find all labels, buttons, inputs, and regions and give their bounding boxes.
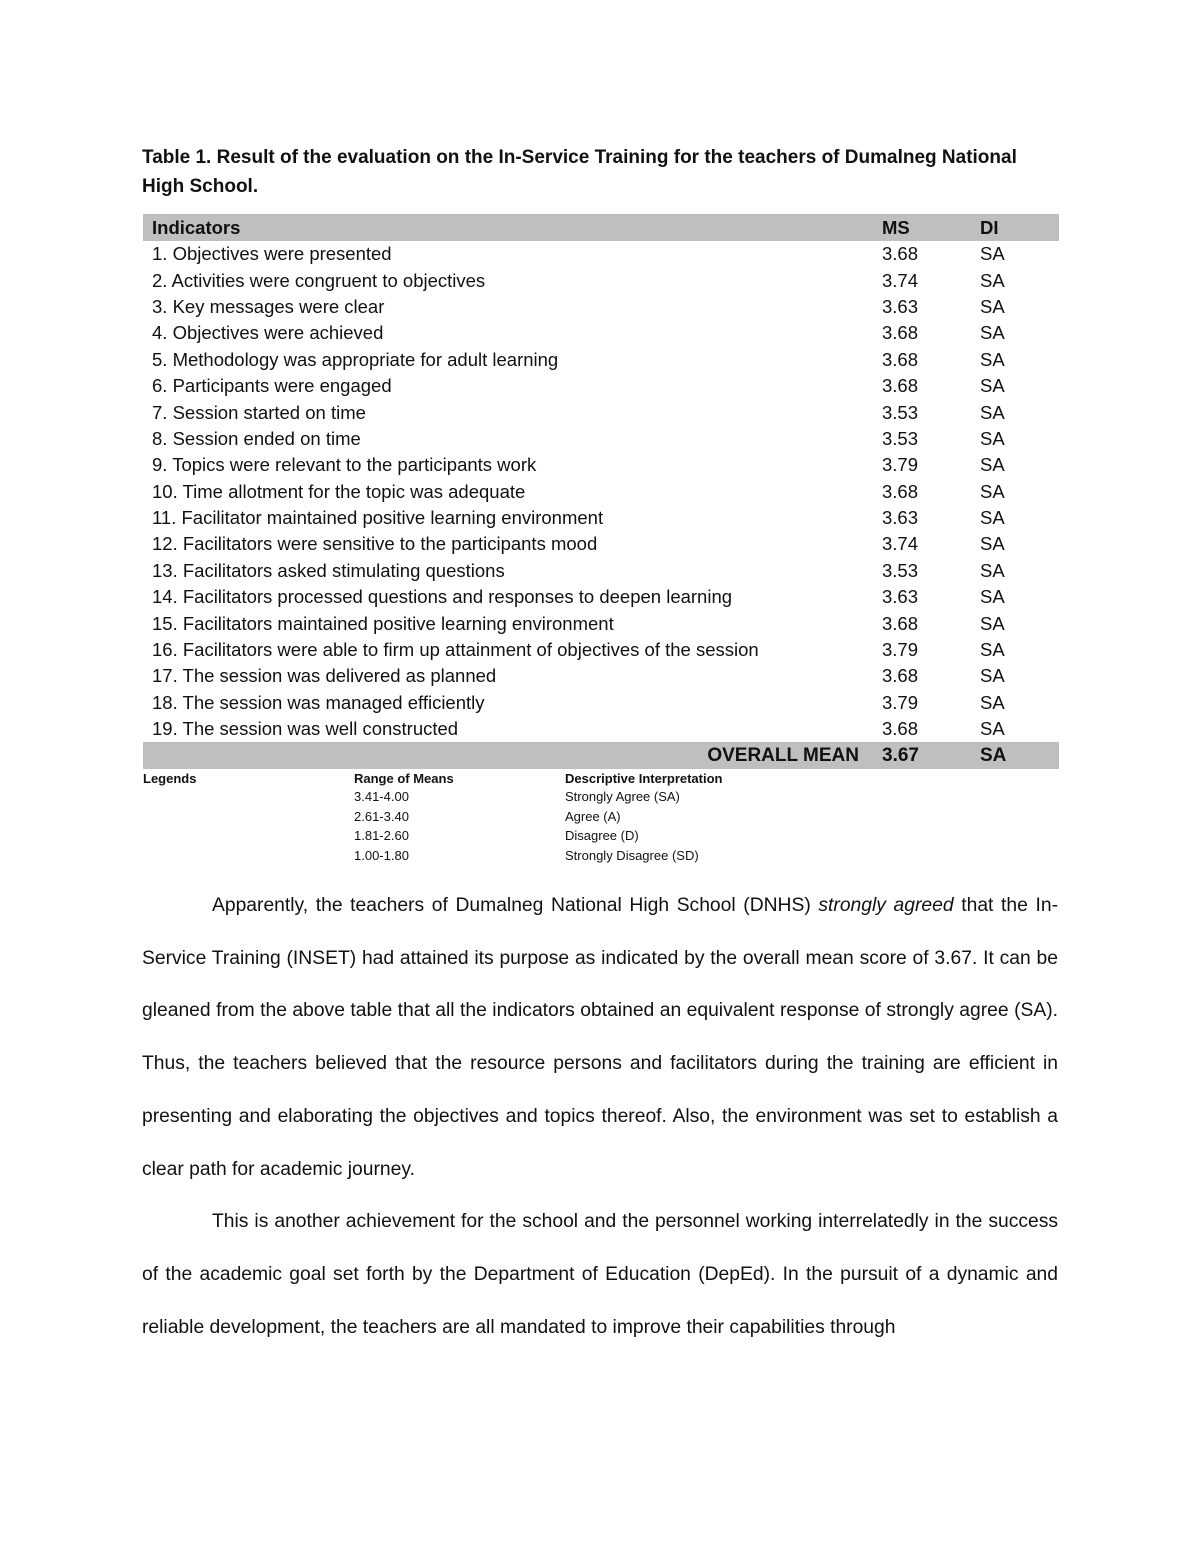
legend-row	[143, 846, 843, 866]
table-row	[143, 531, 1059, 557]
legend-interp: Agree (A)	[565, 808, 621, 824]
indicator-cell: 5. Methodology was appropriate for adult learning	[152, 348, 559, 370]
ms-cell: 3.79	[882, 691, 919, 713]
ms-cell: 3.79	[882, 639, 919, 661]
paragraph-1-end: that the In-Service Training (INSET) had attained its purpose as indicated by the overall mean score of 3.67. It can be gleaned from the above table that all the indicators obtained an equivalent response of strongly agree (SA). Thus, the teachers believed that the resource persons and facilitators during the training are efficient in presenting and elaborating the objectives and topics thereof. Also, the environment was set to establish a clear path for academic journey.	[142, 895, 1058, 1180]
indicator-cell: 14. Facilitators processed questions and responses to deepen learning	[152, 586, 733, 608]
table-row	[143, 610, 1059, 636]
ms-cell: 3.63	[882, 586, 919, 608]
ms-cell: 3.68	[882, 322, 919, 344]
emphasis-strongly-agreed: strongly agreed	[818, 895, 954, 916]
ms-cell: 3.63	[882, 295, 919, 317]
table-row	[143, 320, 1059, 346]
di-cell: SA	[980, 691, 1005, 713]
paragraph-1-start: Apparently, the teachers of Dumalneg National High School (DNHS)	[212, 895, 819, 916]
ms-cell: 3.68	[882, 348, 919, 370]
di-cell: SA	[980, 480, 1005, 502]
indicator-cell: 8. Session ended on time	[152, 427, 361, 449]
indicator-cell: 7. Session started on time	[152, 401, 366, 423]
header-ms: MS	[882, 214, 980, 241]
legend-interp: Strongly Agree (SA)	[565, 789, 680, 805]
legend-range-header: Range of Means	[354, 771, 454, 786]
body-text	[142, 880, 1058, 1354]
legend-header-row	[143, 770, 843, 787]
indicator-cell: 18. The session was managed efficiently	[152, 691, 485, 713]
table-row	[143, 399, 1059, 425]
indicator-cell: 15. Facilitators maintained positive learning environment	[152, 612, 614, 634]
legend-range: 1.81-2.60	[354, 828, 409, 844]
di-cell: SA	[980, 375, 1005, 397]
indicator-cell: 12. Facilitators were sensitive to the participants mood	[152, 533, 598, 555]
di-cell: SA	[980, 269, 1005, 291]
di-cell: SA	[980, 639, 1005, 661]
di-cell: SA	[980, 718, 1005, 740]
legend-range: 2.61-3.40	[354, 808, 409, 824]
table-row	[143, 584, 1059, 610]
table-header-row	[143, 214, 1059, 241]
legend-range: 3.41-4.00	[354, 789, 409, 805]
di-cell: SA	[980, 559, 1005, 581]
overall-mean-di: SA	[980, 742, 1059, 769]
table-row	[143, 373, 1059, 399]
indicator-cell: 1. Objectives were presented	[152, 243, 392, 265]
legend-row	[143, 807, 843, 827]
legend-interp-header: Descriptive Interpretation	[565, 771, 723, 786]
header-di: DI	[980, 214, 1059, 241]
table-row	[143, 558, 1059, 584]
legend-title: Legends	[143, 771, 197, 786]
table-row	[143, 690, 1059, 716]
indicator-cell: 17. The session was delivered as planned	[152, 665, 497, 687]
ms-cell: 3.63	[882, 507, 919, 529]
ms-cell: 3.68	[882, 612, 919, 634]
paragraph-2: This is another achievement for the school and the personnel working interrelatedly in the success of the academic goal set forth by the Department of Education (DepEd). In the pursuit of a dynamic and reliable development, the teachers are all mandated to improve their capabilities through	[142, 1211, 1058, 1338]
di-cell: SA	[980, 243, 1005, 265]
indicator-cell: 10. Time allotment for the topic was adequate	[152, 480, 526, 502]
table-row	[143, 426, 1059, 452]
indicator-cell: 11. Facilitator maintained positive learning environment	[152, 507, 604, 529]
table-row	[143, 637, 1059, 663]
di-cell: SA	[980, 533, 1005, 555]
indicator-cell: 2. Activities were congruent to objectives	[152, 269, 486, 291]
di-cell: SA	[980, 612, 1005, 634]
indicator-cell: 3. Key messages were clear	[152, 295, 385, 317]
table-row	[143, 347, 1059, 373]
header-indicators: Indicators	[143, 214, 882, 241]
di-cell: SA	[980, 348, 1005, 370]
evaluation-table	[143, 214, 1059, 769]
table-row	[143, 267, 1059, 293]
table-caption: Table 1. Result of the evaluation on the In-Service Training for the teachers of Dumalneg National High School.	[142, 147, 1017, 197]
di-cell: SA	[980, 322, 1005, 344]
legend-interp: Disagree (D)	[565, 828, 639, 844]
paragraph-1	[142, 880, 1058, 1196]
ms-cell: 3.68	[882, 375, 919, 397]
table-row	[143, 479, 1059, 505]
ms-cell: 3.74	[882, 269, 919, 291]
di-cell: SA	[980, 427, 1005, 449]
di-cell: SA	[980, 401, 1005, 423]
table-row	[143, 716, 1059, 742]
overall-mean-ms: 3.67	[882, 742, 980, 769]
indicator-cell: 16. Facilitators were able to firm up attainment of objectives of the session	[152, 639, 759, 661]
di-cell: SA	[980, 507, 1005, 529]
overall-mean-label: OVERALL MEAN	[143, 742, 882, 769]
table-row	[143, 452, 1059, 478]
di-cell: SA	[980, 665, 1005, 687]
ms-cell: 3.53	[882, 427, 919, 449]
table-row	[143, 663, 1059, 689]
di-cell: SA	[980, 454, 1005, 476]
legend-range: 1.00-1.80	[354, 848, 409, 864]
ms-cell: 3.68	[882, 243, 919, 265]
indicator-cell: 6. Participants were engaged	[152, 375, 392, 397]
ms-cell: 3.53	[882, 401, 919, 423]
ms-cell: 3.68	[882, 718, 919, 740]
ms-cell: 3.79	[882, 454, 919, 476]
ms-cell: 3.68	[882, 480, 919, 502]
ms-cell: 3.68	[882, 665, 919, 687]
indicator-cell: 19. The session was well constructed	[152, 718, 459, 740]
legend-row	[143, 787, 843, 807]
di-cell: SA	[980, 295, 1005, 317]
ms-cell: 3.74	[882, 533, 919, 555]
table-row	[143, 505, 1059, 531]
indicator-cell: 4. Objectives were achieved	[152, 322, 384, 344]
indicator-cell: 13. Facilitators asked stimulating questions	[152, 559, 505, 581]
legend-row	[143, 826, 843, 846]
indicator-cell: 9. Topics were relevant to the participants work	[152, 454, 537, 476]
di-cell: SA	[980, 586, 1005, 608]
legend-table	[143, 770, 843, 865]
overall-mean-row	[143, 742, 1059, 769]
table-row	[143, 241, 1059, 267]
legend-interp: Strongly Disagree (SD)	[565, 848, 699, 864]
ms-cell: 3.53	[882, 559, 919, 581]
table-row	[143, 294, 1059, 320]
